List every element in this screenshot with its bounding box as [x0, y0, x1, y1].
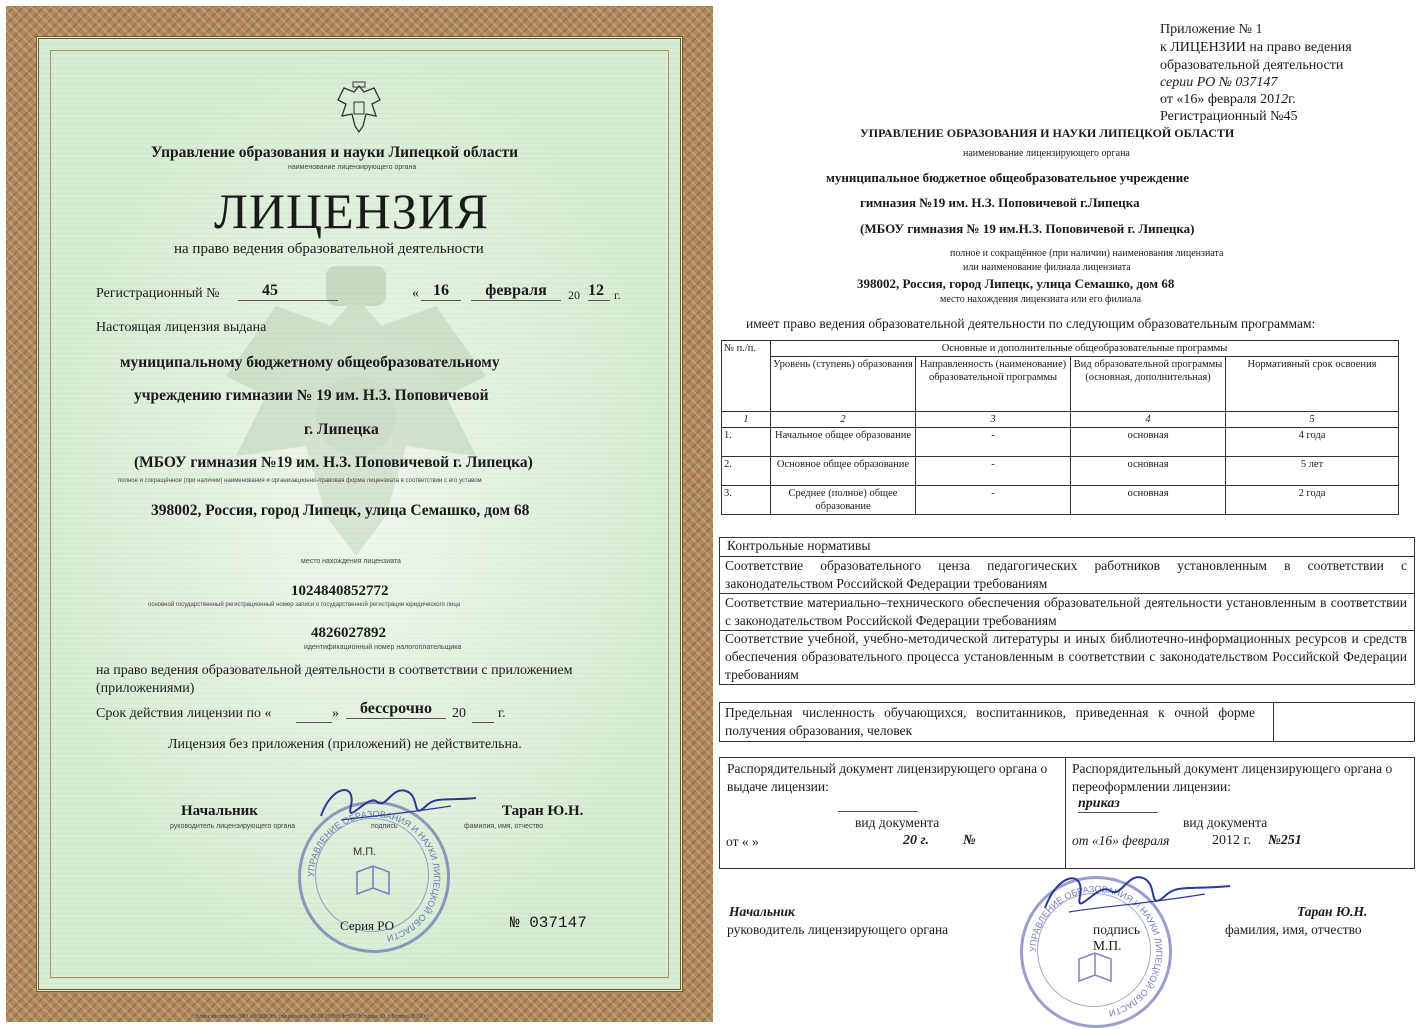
validity-year: 20 — [452, 706, 466, 721]
date-day: 16 — [421, 282, 461, 301]
appendix-head-caption: руководитель лицензирующего органа — [727, 922, 949, 937]
license-number: № 037147 — [510, 914, 587, 932]
license-address: 398002, Россия, город Липецк, улица Семашко, дом 68 — [151, 502, 530, 519]
index-cell: 1 — [722, 412, 771, 428]
col-direction-header: Направленность (наименование) образовательной программы — [916, 357, 1071, 412]
doc-issue-year: 20 г. — [903, 833, 929, 848]
appendix-holder-1: муниципальное бюджетное общеобразовательное учреждение — [826, 170, 1189, 185]
appendix-header-1: Приложение № 1 — [1160, 22, 1263, 37]
head-name: Таран Ю.Н. — [502, 803, 584, 819]
validity-day-blank — [296, 706, 332, 723]
doc-issue-kind-blank — [838, 797, 918, 812]
validity-value: бессрочно — [346, 700, 446, 719]
reg-number: 45 — [238, 282, 338, 301]
appendix-head-name: Таран Ю.Н. — [1297, 904, 1368, 919]
doc-issue-num: № — [963, 833, 976, 848]
doc-reissue-kind-caption: вид документа — [1183, 815, 1268, 830]
head-caption: руководитель лицензирующего органа — [170, 823, 296, 830]
appendix-mp: М.П. — [1093, 938, 1122, 953]
appendix-name-caption: фамилия, имя, отчество — [1225, 922, 1362, 937]
col-num-header: № п./п. — [722, 341, 771, 412]
validity-year-blank — [472, 706, 494, 723]
index-cell: 2 — [771, 412, 916, 428]
control-item: Соответствие материально–технического обеспечения образовательной деятельности установленным в соответствии с законодательством Российской Федерации требованиям — [725, 595, 1407, 628]
appendix-book-emblem-icon — [1075, 951, 1115, 987]
index-cell: 4 — [1071, 412, 1226, 428]
holder-line-2: учреждению гимназии № 19 им. Н.З. Поповичевой — [134, 387, 489, 404]
appendix-holder-2: гимназия №19 им. Н.З. Поповичевой г.Липецка — [860, 195, 1140, 210]
doc-reissue-date: от «16» февраля — [1072, 833, 1170, 848]
holder-caption: полное и сокращённое (при наличии) наименования и организационно-правовая форма лицензиата в соответствии с его уставом — [118, 478, 482, 484]
row-term: 4 года — [1226, 428, 1399, 457]
doc-reissue-num: №251 — [1268, 833, 1302, 848]
row-type: основная — [1071, 428, 1226, 457]
programs-table — [721, 340, 1399, 515]
control-title: Контрольные нормативы — [727, 538, 871, 553]
index-cell: 3 — [916, 412, 1071, 428]
coat-of-arms-icon — [336, 80, 382, 136]
holder-line-3: г. Липецка — [304, 421, 379, 438]
license-ogrn: 1024840852772 — [291, 583, 389, 599]
reg-label: Регистрационный № — [96, 286, 220, 301]
doc-reissue-year: 2012 г. — [1212, 833, 1252, 848]
validity-label: Срок действия лицензии по « — [96, 706, 272, 721]
date-year-suffix: г. — [614, 288, 621, 302]
appendix-authority: УПРАВЛЕНИЕ ОБРАЗОВАНИЯ И НАУКИ ЛИПЕЦКОЙ ОБЛАСТИ — [860, 126, 1235, 140]
row-direction: - — [916, 457, 1071, 486]
date-month: февраля — [471, 282, 561, 301]
head-title: Начальник — [181, 803, 258, 819]
appendix-date-prefix: от «16» февраля 20 — [1160, 92, 1275, 107]
name-caption: фамилия, имя, отчество — [464, 823, 544, 830]
license-sheet — [6, 6, 713, 1022]
row-term: 5 лет — [1226, 457, 1399, 486]
appendix-header-5 — [1160, 92, 1296, 108]
table-row — [722, 428, 1399, 457]
control-item: Соответствие образовательного ценза педагогических работников установленным в соответствии с законодательством Российской Федерации требованиям — [725, 558, 1407, 591]
ogrn-caption: основной государственный регистрационный номер записи о государственной регистрации юридического лица — [148, 602, 461, 608]
doc-reissue-kind: приказ — [1078, 796, 1158, 813]
validity-quote-close: » — [332, 706, 339, 721]
license-title: ЛИЦЕНЗИЯ — [214, 183, 490, 239]
appendix-header-2: к ЛИЦЕНЗИИ на право ведения — [1160, 40, 1352, 55]
doc-issue-kind-caption: вид документа — [855, 815, 940, 830]
index-cell: 5 — [1226, 412, 1399, 428]
appendix-holder-caption-1: полное и сокращённое (при наличии) наименования лицензиата — [950, 248, 1224, 259]
row-num: 1. — [722, 428, 771, 457]
appendix-header-4: серии РО № 037147 — [1160, 75, 1278, 90]
appendix-header-3: образовательной деятельности — [1160, 58, 1344, 73]
col-term-header: Нормативный срок освоения — [1226, 357, 1399, 412]
date-open-quote: « — [412, 286, 419, 301]
appendix-address: 398002, Россия, город Липецк, улица Семашко, дом 68 — [857, 276, 1175, 291]
row-direction: - — [916, 428, 1071, 457]
validity-suffix: г. — [498, 706, 506, 721]
appendix-head-title: Начальник — [729, 904, 795, 919]
group-header: Основные и дополнительные общеобразовательные программы — [771, 341, 1399, 357]
appendix-date-year: 12 — [1274, 92, 1289, 107]
row-level: Основное общее образование — [771, 457, 916, 486]
max-students-label: Предельная численность обучающихся, воспитанников, приведенная к очной форме получения образования, человек — [725, 705, 1255, 738]
appendix-authority-caption: наименование лицензирующего органа — [963, 148, 1130, 159]
row-num: 3. — [722, 486, 771, 515]
row-type: основная — [1071, 486, 1226, 515]
doc-reissue-title: Распорядительный документ лицензирующего органа о переоформлении лицензии: — [1072, 761, 1393, 794]
license-series: Серия РО — [340, 918, 395, 933]
license-authority: Управление образования и науки Липецкой области — [151, 144, 519, 161]
appendix-header-6: Регистрационный №45 — [1160, 109, 1298, 124]
date-year-prefix: 20 — [568, 288, 580, 302]
table-index-row — [722, 412, 1399, 428]
stamp-mp: М.П. — [353, 846, 377, 858]
row-type: основная — [1071, 457, 1226, 486]
right-line-1: на право ведения образовательной деятельности в соответствии с приложением — [96, 663, 573, 678]
eagle-watermark-icon — [206, 256, 506, 576]
table-subheader-row — [722, 357, 1399, 412]
control-item: Соответствие учебной, учебно-методической литературы и иных библиотечно-информационных ресурсов и средств обеспечения образовательного процесса установленным в соответствии с законодательством Российской Федерации требованиям — [725, 631, 1407, 682]
appendix-date-suffix: г. — [1288, 92, 1296, 107]
appendix-right-text: имеет право ведения образовательной деятельности по следующим образовательным программам: — [746, 316, 1316, 331]
book-emblem-icon — [353, 864, 393, 900]
doc-issue-date: от « » — [726, 834, 759, 849]
row-level: Среднее (полное) общее образование — [771, 486, 916, 515]
invalid-note: Лицензия без приложения (приложений) не действительна. — [168, 737, 522, 752]
license-inn: 4826027892 — [311, 625, 386, 641]
appendix-stamp-text: УПРАВЛЕНИЕ ОБРАЗОВАНИЯ И НАУКИ ЛИПЕЦКОЙ ОБЛАСТИ — [1027, 883, 1165, 1019]
right-line-2: (приложениями) — [96, 681, 195, 696]
row-num: 2. — [722, 457, 771, 486]
license-subtitle: на право ведения образовательной деятельности — [174, 241, 484, 257]
appendix-holder-3: (МБОУ гимназия № 19 им.Н.З. Поповичевой г. Липецка) — [860, 221, 1195, 236]
appendix-signature-scribble — [1035, 860, 1235, 930]
appendix-address-caption: место нахождения лицензиата или его филиала — [940, 294, 1142, 305]
holder-line-1: муниципальному бюджетному общеобразовательному — [120, 354, 500, 371]
table-header-row — [722, 341, 1399, 357]
license-authority-caption: наименование лицензирующего органа — [288, 164, 417, 171]
table-row — [722, 486, 1399, 515]
row-term: 2 года — [1226, 486, 1399, 515]
doc-issue-title: Распорядительный документ лицензирующего органа о выдаче лицензии: — [727, 761, 1048, 794]
date-year: 12 — [588, 282, 610, 301]
sign-caption: подпись — [371, 823, 398, 830]
appendix-sign-caption: подпись — [1093, 922, 1141, 937]
col-level-header: Уровень (ступень) образования — [771, 357, 916, 412]
table-row — [722, 457, 1399, 486]
signature-scribble — [311, 776, 481, 836]
row-level: Начальное общее образование — [771, 428, 916, 457]
col-type-header: Вид образовательной программы (основная, дополнительная) — [1071, 357, 1226, 412]
inn-caption: идентификационный номер налогоплательщика — [304, 644, 462, 651]
appendix-holder-caption-2: или наименование филиала лицензиата — [963, 262, 1131, 273]
holder-line-4: (МБОУ гимназия №19 им. Н.З. Поповичевой г. Липецка) — [134, 454, 533, 471]
address-caption: место нахождения лицензиата — [301, 558, 401, 565]
row-direction: - — [916, 486, 1071, 515]
stamp-text: УПРАВЛЕНИЕ ОБРАЗОВАНИЯ И НАУКИ ЛИПЕЦКОЙ ОБЛАСТИ — [305, 808, 443, 944]
issued-label: Настоящая лицензия выдана — [96, 320, 267, 335]
printer-note: Бланк изготовлен ЗАО «ОПЦИОН» (лицензия № 03-05-2/0595 ФНС РФ, тираж 10, г. Москва, 2012 г.) — [196, 1014, 429, 1020]
